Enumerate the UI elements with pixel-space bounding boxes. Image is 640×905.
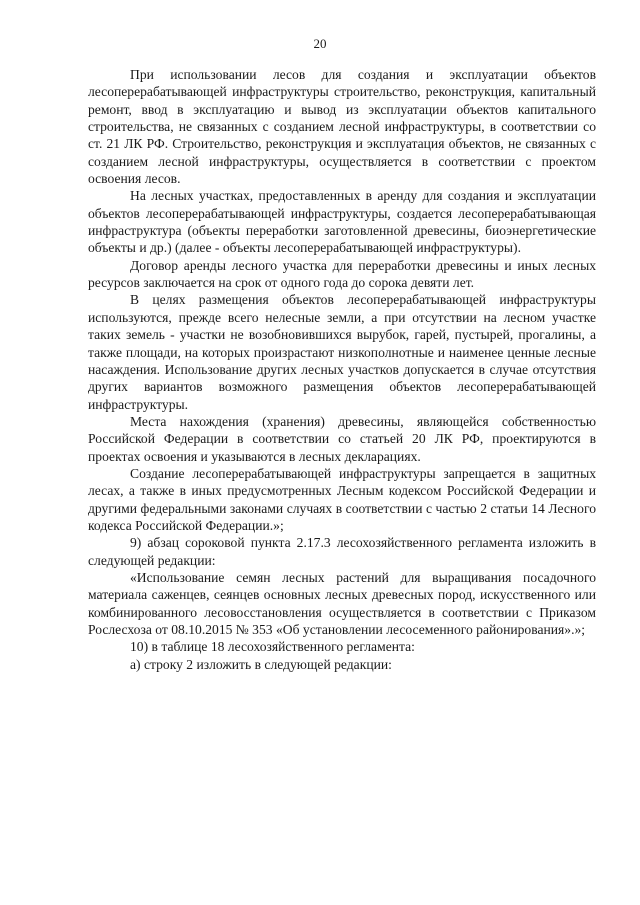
paragraph-placement-priority: В целях размещения объектов лесоперерабатывающей инфраструктуры используются, прежде всего нелесные земли, а при отсутствии на лесном участке таких земель - участки не возобновившихся вырубок, гарей, пустырей, прогалины, а также площади, на которых произрастают низкополнотные и наименее ценные лесные насаждения. Использование других лесных участков допускается в случае отсутствия других вариантов возможного размещения объектов лесоперерабатывающей инфраструктуры.	[88, 292, 596, 412]
page-number: 20	[313, 36, 327, 51]
paragraph-construction-prohibition: Создание лесоперерабатывающей инфраструктуры запрещается в защитных лесах, а также в иных предусмотренных Лесным кодексом Российской Федерации и другими федеральными законами случаях в соответствии с частью 2 статьи 14 Лесного кодекса Российской Федерации.»;	[88, 465, 596, 533]
paragraph-lease-term: Договор аренды лесного участка для переработки древесины и иных лесных ресурсов заключается на срок от одного года до сорока девяти лет.	[88, 257, 596, 291]
document-body	[88, 66, 596, 673]
paragraph-lease-infrastructure: На лесных участках, предоставленных в аренду для создания и эксплуатации объектов лесоперерабатывающей инфраструктуры, создается лесоперерабатывающая инфраструктура (объекты переработки заготовленной древесины, биоэнергетические объекты и др.) (далее - объекты лесоперерабатывающей инфраструктуры).	[88, 188, 596, 256]
paragraph-amendment-10: 10) в таблице 18 лесохозяйственного регламента:	[130, 639, 415, 655]
paragraph-amendment-9: 9) абзац сороковой пункта 2.17.3 лесохозяйственного регламента изложить в следующей редакции:	[88, 535, 596, 568]
paragraph-row-2: а) строку 2 изложить в следующей редакции:	[130, 656, 392, 672]
paragraph-timber-storage: Места нахождения (хранения) древесины, являющейся собственностью Российской Федерации в соответствии со статьей 20 ЛК РФ, проектируются в проектах освоения и указываются в лесных декларациях.	[88, 413, 596, 464]
paragraph-forest-use-construction: При использовании лесов для создания и эксплуатации объектов лесоперерабатывающей инфраструктуры строительство, реконструкция, капитальный ремонт, ввод в эксплуатацию и вывод из эксплуатации объектов капитального строительства, не связанных с созданием лесной инфраструктуры, в соответствии со ст. 21 ЛК РФ. Строительство, реконструкция и эксплуатация объектов, не связанных с созданием лесной инфраструктуры, осуществляется в соответствии с проектом освоения лесов.	[88, 67, 596, 187]
paragraph-seed-use: «Использование семян лесных растений для выращивания посадочного материала саженцев, сеянцев основных лесных древесных пород, искусственного или комбинированного лесовосстановления осуществляется в соответствии с Приказом Рослесхоза от 08.10.2015 № 353 «Об установлении лесосеменного районирования».»;	[88, 569, 596, 637]
